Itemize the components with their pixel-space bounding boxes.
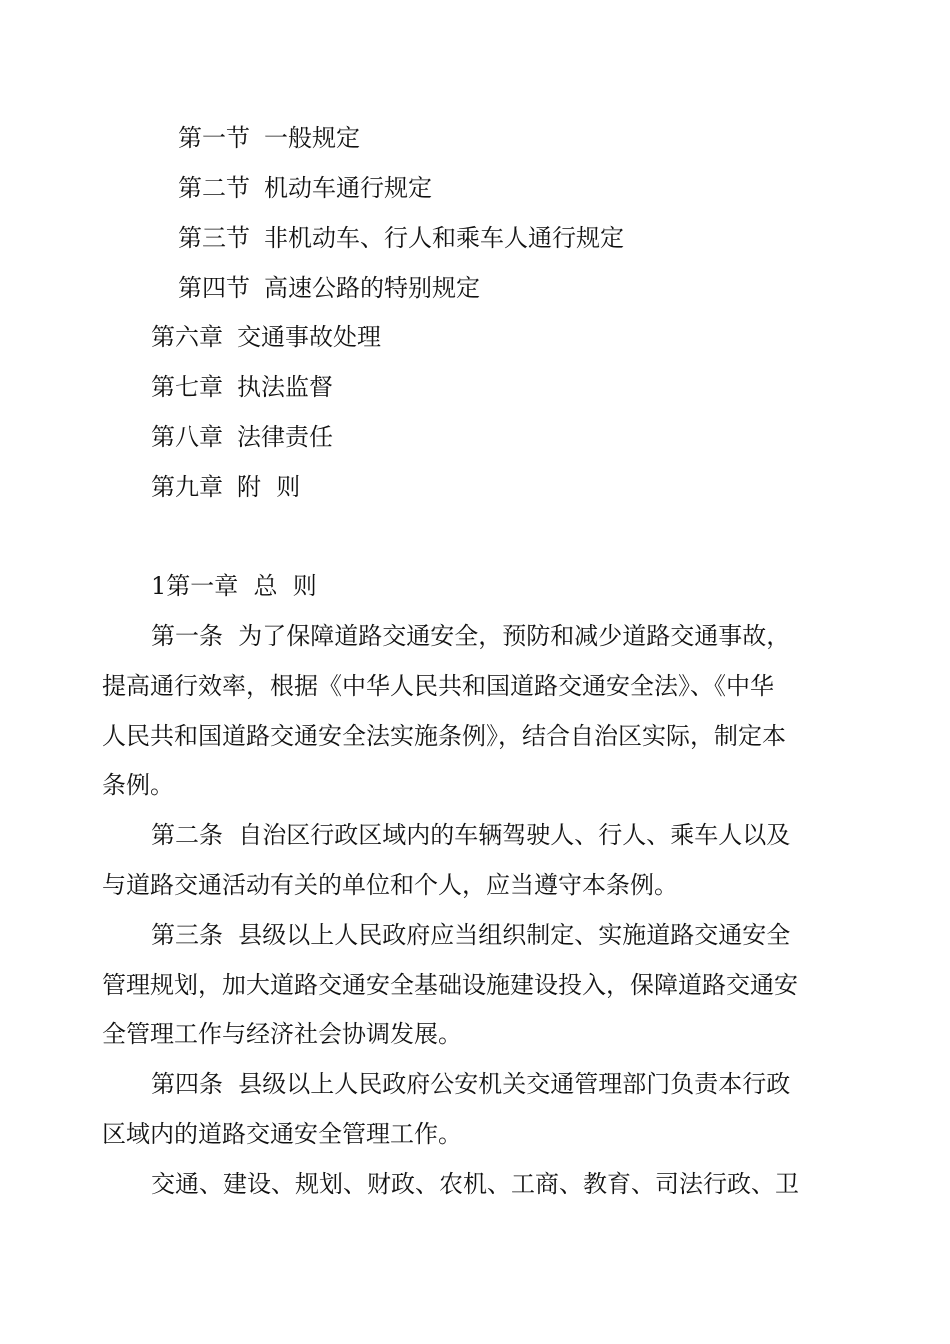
toc-section-title: 机动车通行规定 <box>264 174 432 202</box>
toc-chapter-title: 交通事故处理 <box>237 323 381 351</box>
toc-section-number: 第四节 <box>178 274 250 302</box>
toc-chapter-number: 第八章 <box>151 423 223 451</box>
body-line-10: 第四条 县级以上人民政府公安机关交通管理部门负责本行政 <box>151 1070 791 1098</box>
body-line-7: 第三条 县级以上人民政府应当组织制定、实施道路交通安全 <box>151 921 791 949</box>
toc-section-2 <box>178 172 432 204</box>
toc-section-4 <box>178 272 480 304</box>
toc-section-title: 一般规定 <box>264 124 360 152</box>
body-line-9: 全管理工作与经济社会协调发展。 <box>102 1020 462 1048</box>
body-line-6: 与道路交通活动有关的单位和个人，应当遵守本条例。 <box>102 871 678 899</box>
toc-section-title: 非机动车、行人和乘车人通行规定 <box>264 224 624 252</box>
toc-chapter-9 <box>151 471 300 503</box>
body-line-8: 管理规划，加大道路交通安全基础设施建设投入，保障道路交通安 <box>102 971 798 999</box>
body-line-2: 提高通行效率，根据《中华人民共和国道路交通安全法》、《中华 <box>102 672 774 700</box>
toc-chapter-number: 第九章 <box>151 473 223 501</box>
body-line-11: 区域内的道路交通安全管理工作。 <box>102 1120 462 1148</box>
toc-section-title: 高速公路的特别规定 <box>264 274 480 302</box>
body-line-3: 人民共和国道路交通安全法实施条例》，结合自治区实际，制定本 <box>102 722 786 750</box>
toc-section-number: 第二节 <box>178 174 250 202</box>
toc-chapter-number: 第六章 <box>151 323 223 351</box>
toc-section-3 <box>178 222 624 254</box>
body-line-5: 第二条 自治区行政区域内的车辆驾驶人、行人、乘车人以及 <box>151 821 791 849</box>
toc-chapter-8 <box>151 421 333 453</box>
toc-section-1 <box>178 122 360 154</box>
toc-section-number: 第三节 <box>178 224 250 252</box>
toc-section-number: 第一节 <box>178 124 250 152</box>
toc-chapter-6 <box>151 321 381 353</box>
toc-chapter-title: 法律责任 <box>237 423 333 451</box>
chapter-heading: 1第一章 总 则 <box>151 572 317 600</box>
toc-chapter-title: 附 则 <box>237 473 301 501</box>
toc-chapter-title: 执法监督 <box>237 373 333 401</box>
body-line-12: 交通、建设、规划、财政、农机、工商、教育、司法行政、卫 <box>151 1170 799 1198</box>
body-line-1: 第一条 为了保障道路交通安全，预防和减少道路交通事故， <box>151 622 791 650</box>
toc-chapter-number: 第七章 <box>151 373 223 401</box>
body-line-4: 条例。 <box>102 771 174 799</box>
toc-chapter-7 <box>151 371 333 403</box>
